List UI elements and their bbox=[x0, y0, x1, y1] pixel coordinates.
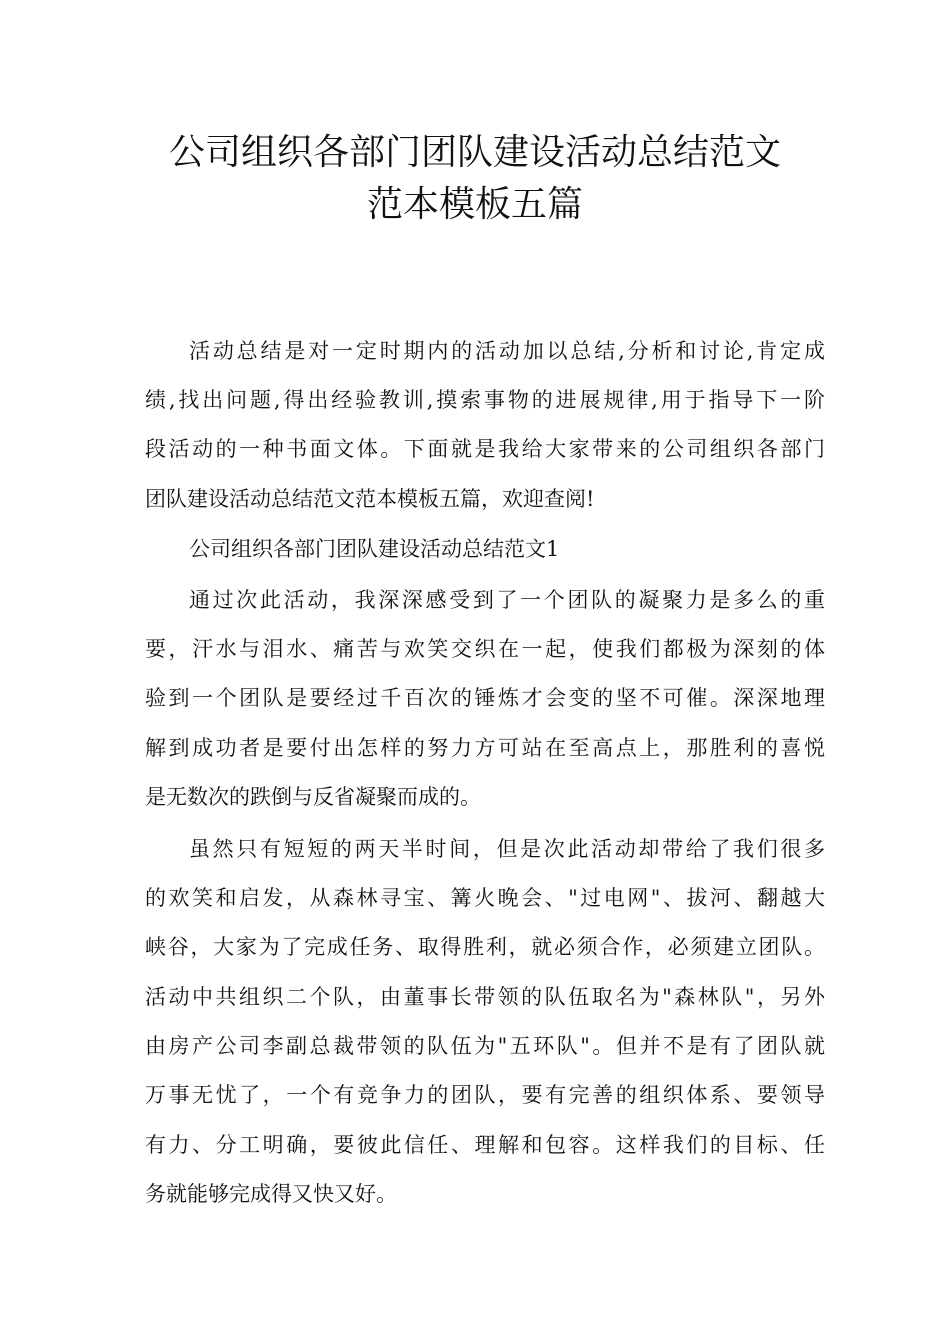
section-heading: 公司组织各部门团队建设活动总结范文1 bbox=[189, 537, 560, 561]
text-line: 绩,找出问题,得出经验教训,摸索事物的进展规律,用于指导下一阶 bbox=[145, 388, 825, 412]
text-line: 的欢笑和启发，从森林寻宝、篝火晚会、"过电网"、拔河、翻越大 bbox=[145, 886, 825, 910]
text-line: 段活动的一种书面文体。下面就是我给大家带来的公司组织各部门 bbox=[145, 437, 825, 461]
text-line: 虽然只有短短的两天半时间，但是次此活动却带给了我们很多 bbox=[189, 837, 825, 861]
text-line: 峡谷，大家为了完成任务、取得胜利，就必须合作，必须建立团队。 bbox=[145, 935, 825, 959]
document-title-line-1: 公司组织各部门团队建设活动总结范文 bbox=[168, 132, 781, 173]
text-line: 活动总结是对一定时期内的活动加以总结,分析和讨论,肯定成 bbox=[189, 339, 825, 363]
text-line: 团队建设活动总结范文范本模板五篇，欢迎查阅! bbox=[145, 487, 595, 511]
text-line: 万事无忧了，一个有竞争力的团队，要有完善的组织体系、要领导 bbox=[145, 1083, 825, 1107]
text-line: 要，汗水与泪水、痛苦与欢笑交织在一起，使我们都极为深刻的体 bbox=[145, 637, 825, 661]
text-line: 通过次此活动，我深深感受到了一个团队的凝聚力是多么的重 bbox=[189, 588, 825, 612]
document-title-line-2: 范本模板五篇 bbox=[366, 184, 583, 225]
text-line: 活动中共组织二个队，由董事长带领的队伍取名为"森林队"，另外 bbox=[145, 985, 825, 1009]
text-line: 有力、分工明确，要彼此信任、理解和包容。这样我们的目标、任 bbox=[145, 1133, 825, 1157]
text-line: 是无数次的跌倒与反省凝聚而成的。 bbox=[145, 785, 481, 809]
text-line: 务就能够完成得又快又好。 bbox=[145, 1182, 397, 1206]
text-line: 验到一个团队是要经过千百次的锤炼才会变的坚不可催。深深地理 bbox=[145, 686, 825, 710]
text-line: 由房产公司李副总裁带领的队伍为"五环队"。但并不是有了团队就 bbox=[145, 1034, 825, 1058]
text-line: 解到成功者是要付出怎样的努力方可站在至高点上，那胜利的喜悦 bbox=[145, 736, 825, 760]
